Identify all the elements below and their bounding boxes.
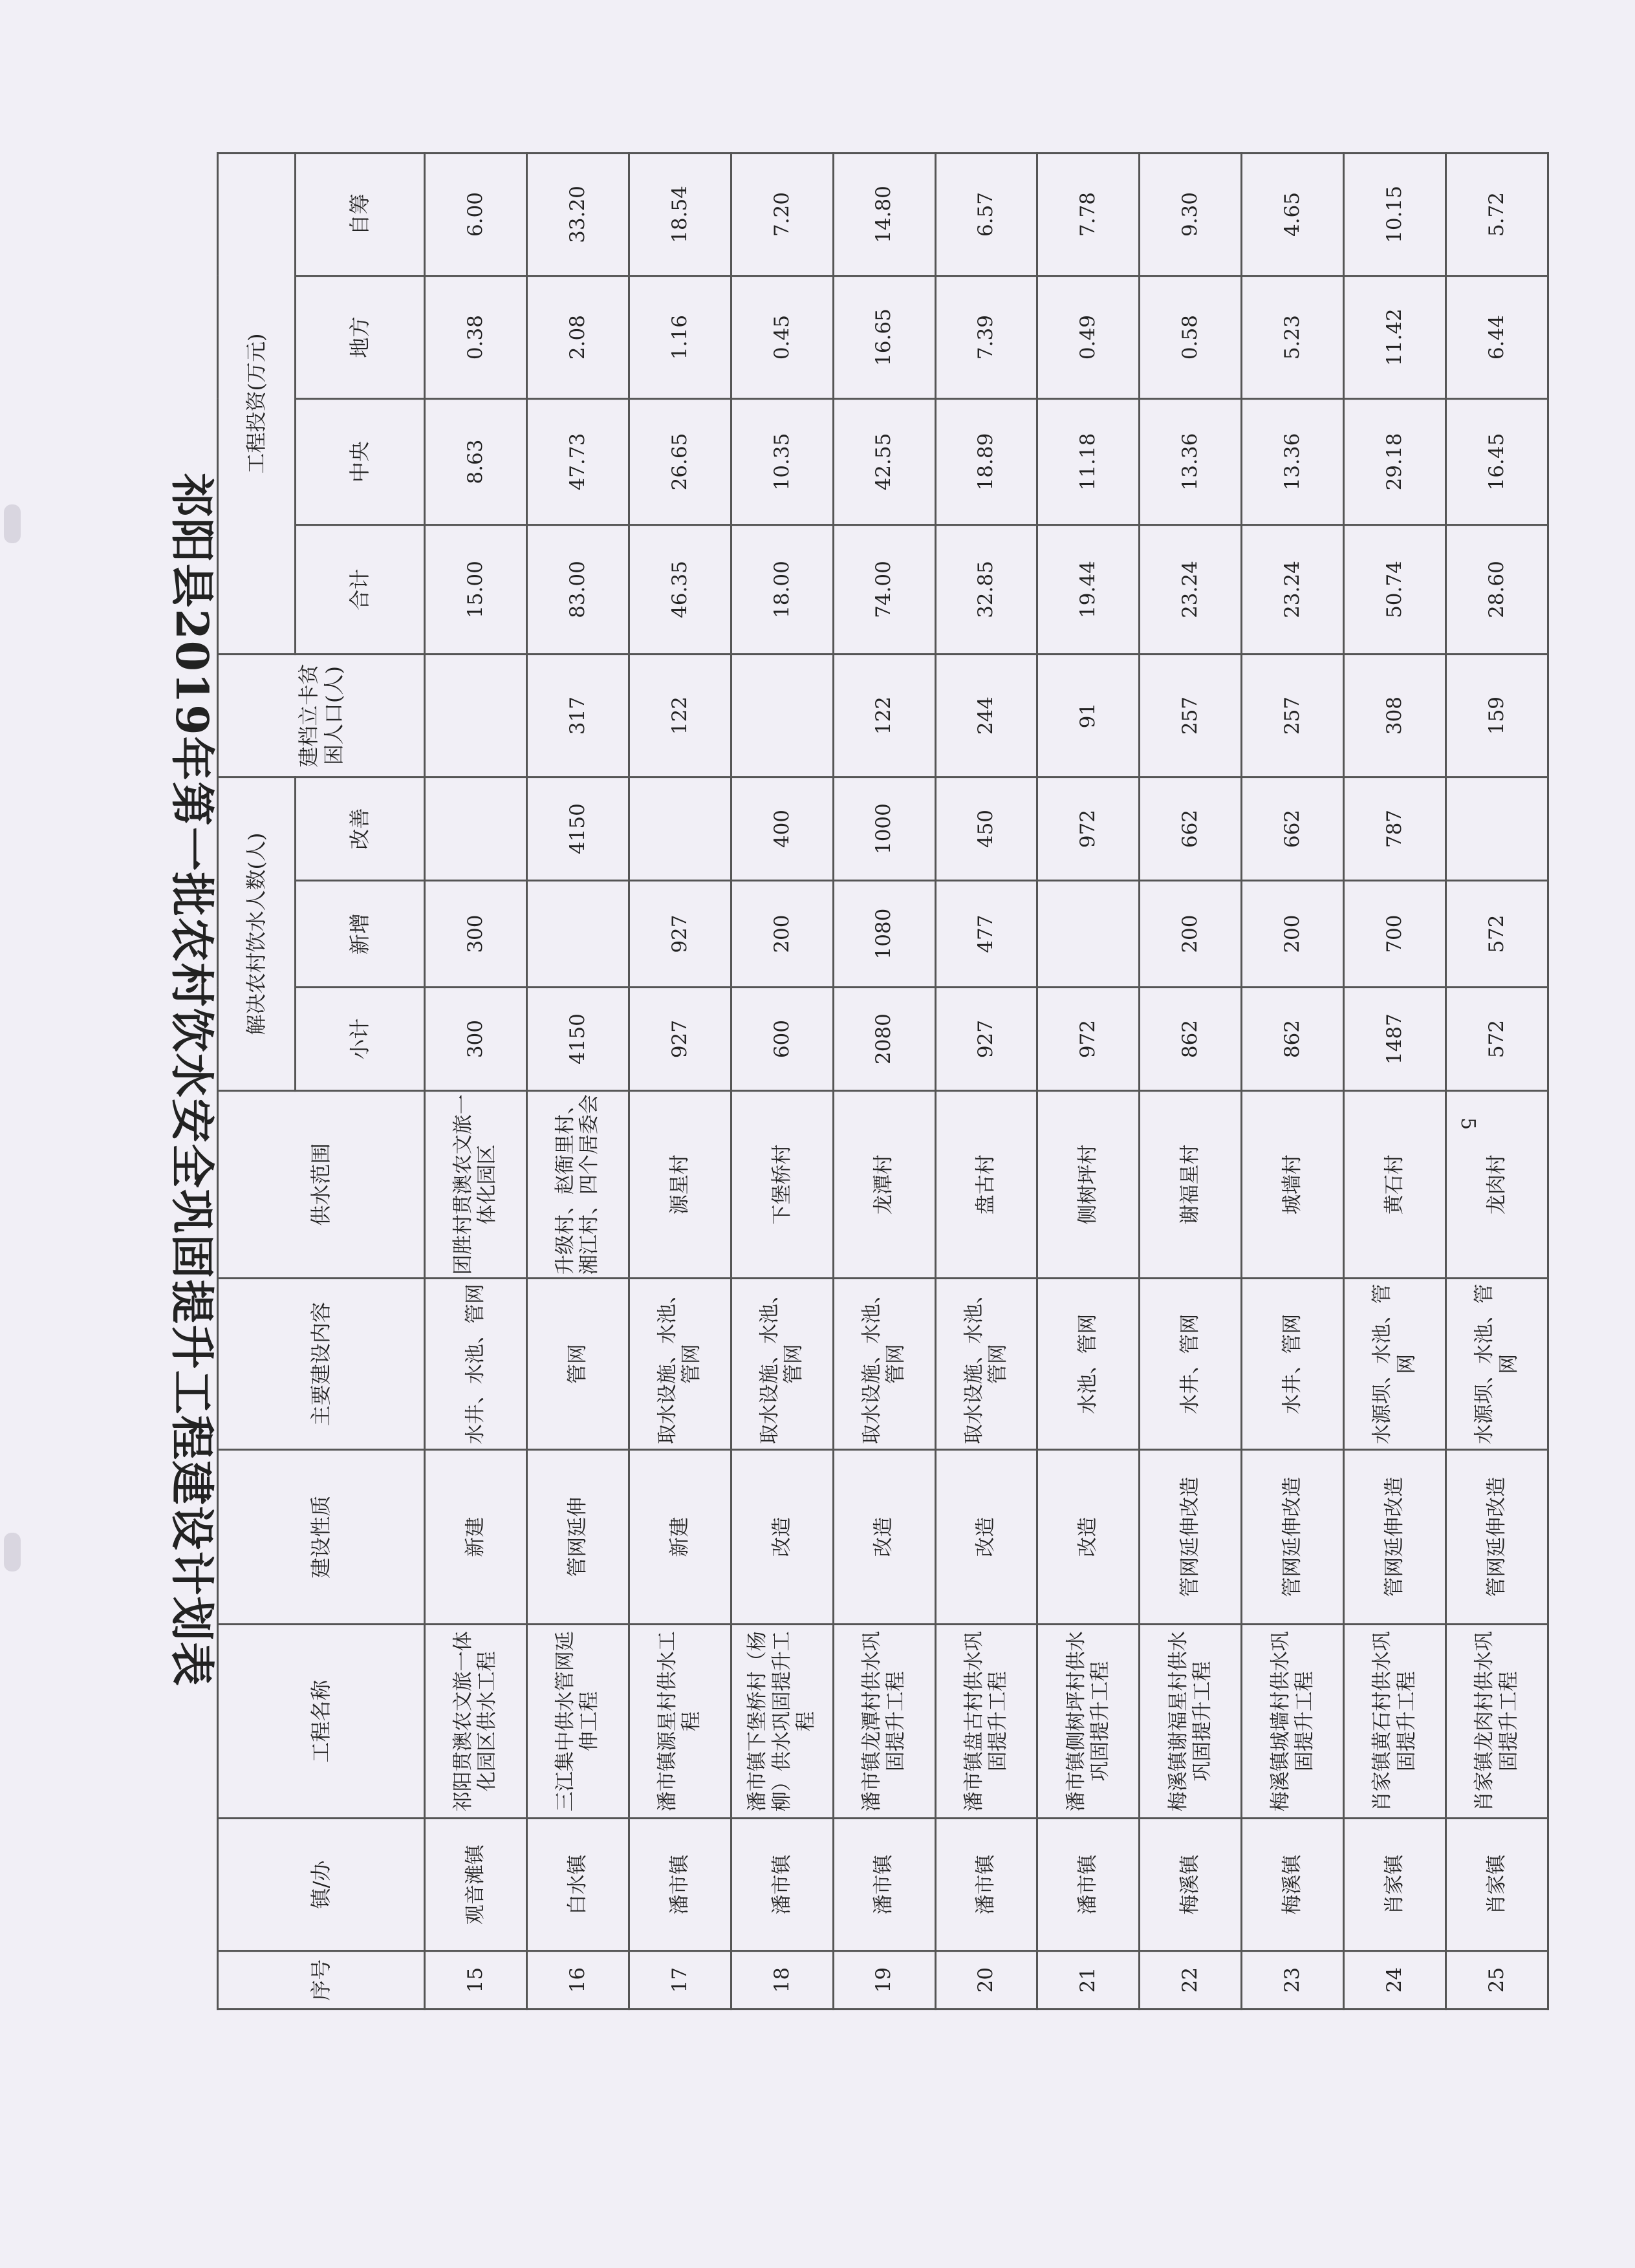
cell-scope: 升级村、赵衙里村、湘江村、四个居委会 xyxy=(526,1091,629,1279)
cell-improve xyxy=(629,777,731,881)
header-invest-central: 中央 xyxy=(296,399,425,525)
cell-new xyxy=(526,881,629,988)
cell-improve: 1000 xyxy=(833,777,935,881)
table-row xyxy=(1242,153,1344,2009)
header-invest-group: 工程投资(万元) xyxy=(218,153,296,654)
cell-nature: 改造 xyxy=(935,1450,1037,1625)
cell-nature: 管网延伸改造 xyxy=(1446,1450,1548,1625)
cell-central: 18.89 xyxy=(935,399,1037,525)
cell-total: 23.24 xyxy=(1242,525,1344,654)
cell-self: 33.20 xyxy=(526,153,629,276)
cell-local: 5.23 xyxy=(1242,276,1344,399)
cell-improve xyxy=(425,777,527,881)
cell-poor: 122 xyxy=(833,654,935,777)
cell-scope: 龙肉村 xyxy=(1446,1091,1548,1279)
header-people-subtotal: 小计 xyxy=(296,988,425,1091)
cell-local: 2.08 xyxy=(526,276,629,399)
cell-poor: 308 xyxy=(1344,654,1446,777)
cell-new: 572 xyxy=(1446,881,1548,988)
cell-self: 18.54 xyxy=(629,153,731,276)
page-title: 祁阳县2019年第一批农村饮水安全巩固提升工程建设计划表 xyxy=(166,473,217,1687)
cell-improve: 972 xyxy=(1037,777,1140,881)
cell-new: 1080 xyxy=(833,881,935,988)
cell-scope: 盘古村 xyxy=(935,1091,1037,1279)
cell-total: 74.00 xyxy=(833,525,935,654)
cell-name: 祁阳贯澳农文旅一体化园区供水工程 xyxy=(425,1625,527,1819)
cell-subtotal: 862 xyxy=(1140,988,1242,1091)
cell-scope: 下堡桥村 xyxy=(731,1091,833,1279)
cell-seq: 25 xyxy=(1446,1951,1548,2009)
cell-central: 42.55 xyxy=(833,399,935,525)
cell-nature: 新建 xyxy=(629,1450,731,1625)
cell-town: 潘市镇 xyxy=(629,1819,731,1951)
cell-self: 10.15 xyxy=(1344,153,1446,276)
cell-scope: 城墙村 xyxy=(1242,1091,1344,1279)
cell-scope: 黄石村 xyxy=(1344,1091,1446,1279)
cell-town: 潘市镇 xyxy=(731,1819,833,1951)
cell-poor: 122 xyxy=(629,654,731,777)
header-nature: 建设性质 xyxy=(218,1450,425,1625)
cell-new: 300 xyxy=(425,881,527,988)
plan-table xyxy=(217,152,1549,2010)
cell-poor: 317 xyxy=(526,654,629,777)
cell-town: 梅溪镇 xyxy=(1242,1819,1344,1951)
cell-subtotal: 972 xyxy=(1037,988,1140,1091)
cell-town: 肖家镇 xyxy=(1344,1819,1446,1951)
header-people-improve: 改善 xyxy=(296,777,425,881)
cell-subtotal: 572 xyxy=(1446,988,1548,1091)
cell-central: 8.63 xyxy=(425,399,527,525)
cell-content: 水井、水池、管网 xyxy=(425,1279,527,1450)
cell-name: 潘市镇下堡桥村（杨柳）供水巩固提升工程 xyxy=(731,1625,833,1819)
cell-local: 16.65 xyxy=(833,276,935,399)
cell-seq: 24 xyxy=(1344,1951,1446,2009)
cell-content: 水源坝、水池、管网 xyxy=(1446,1279,1548,1450)
header-seq: 序号 xyxy=(218,1951,425,2009)
cell-town: 梅溪镇 xyxy=(1140,1819,1242,1951)
cell-scope: 谢福星村 xyxy=(1140,1091,1242,1279)
cell-self: 6.00 xyxy=(425,153,527,276)
cell-nature: 管网延伸改造 xyxy=(1344,1450,1446,1625)
rotated-document xyxy=(166,152,1549,2008)
cell-content: 取水设施、水池、管网 xyxy=(731,1279,833,1450)
header-poor: 建档立卡贫困人口(人) xyxy=(218,654,425,777)
cell-subtotal: 4150 xyxy=(526,988,629,1091)
cell-scope: 团胜村贯澳农文旅一体化园区 xyxy=(425,1091,527,1279)
cell-scope: 侧树坪村 xyxy=(1037,1091,1140,1279)
cell-poor xyxy=(731,654,833,777)
cell-improve: 450 xyxy=(935,777,1037,881)
table-header xyxy=(218,153,425,2009)
cell-central: 13.36 xyxy=(1140,399,1242,525)
cell-scope: 源星村 xyxy=(629,1091,731,1279)
cell-name: 潘市镇龙潭村供水巩固提升工程 xyxy=(833,1625,935,1819)
cell-new xyxy=(1037,881,1140,988)
cell-scope: 龙潭村 xyxy=(833,1091,935,1279)
cell-central: 13.36 xyxy=(1242,399,1344,525)
cell-town: 潘市镇 xyxy=(1037,1819,1140,1951)
binder-hole-top xyxy=(4,504,21,543)
cell-local: 0.38 xyxy=(425,276,527,399)
cell-new: 200 xyxy=(731,881,833,988)
cell-central: 10.35 xyxy=(731,399,833,525)
cell-town: 观音滩镇 xyxy=(425,1819,527,1951)
cell-seq: 18 xyxy=(731,1951,833,2009)
table-body xyxy=(425,153,1548,2009)
cell-improve: 4150 xyxy=(526,777,629,881)
cell-new: 477 xyxy=(935,881,1037,988)
cell-seq: 17 xyxy=(629,1951,731,2009)
cell-nature: 改造 xyxy=(833,1450,935,1625)
cell-seq: 19 xyxy=(833,1951,935,2009)
header-project-name: 工程名称 xyxy=(218,1625,425,1819)
cell-town: 潘市镇 xyxy=(935,1819,1037,1951)
cell-total: 18.00 xyxy=(731,525,833,654)
cell-central: 47.73 xyxy=(526,399,629,525)
cell-self: 9.30 xyxy=(1140,153,1242,276)
cell-subtotal: 862 xyxy=(1242,988,1344,1091)
cell-improve: 787 xyxy=(1344,777,1446,881)
cell-seq: 15 xyxy=(425,1951,527,2009)
cell-new: 200 xyxy=(1242,881,1344,988)
table-row xyxy=(1344,153,1446,2009)
table-row xyxy=(935,153,1037,2009)
table-row xyxy=(731,153,833,2009)
table-row xyxy=(1446,153,1548,2009)
header-people-group: 解决农村饮水人数(人) xyxy=(218,777,296,1091)
header-invest-local: 地方 xyxy=(296,276,425,399)
cell-total: 83.00 xyxy=(526,525,629,654)
cell-improve xyxy=(1446,777,1548,881)
cell-self: 7.78 xyxy=(1037,153,1140,276)
cell-local: 6.44 xyxy=(1446,276,1548,399)
table-row xyxy=(1140,153,1242,2009)
cell-name: 肖家镇黄石村供水巩固提升工程 xyxy=(1344,1625,1446,1819)
cell-central: 11.18 xyxy=(1037,399,1140,525)
cell-content: 取水设施、水池、管网 xyxy=(629,1279,731,1450)
cell-self: 5.72 xyxy=(1446,153,1548,276)
cell-new: 700 xyxy=(1344,881,1446,988)
cell-improve: 662 xyxy=(1140,777,1242,881)
cell-poor: 244 xyxy=(935,654,1037,777)
cell-town: 白水镇 xyxy=(526,1819,629,1951)
cell-total: 15.00 xyxy=(425,525,527,654)
binder-hole-bottom xyxy=(4,1533,21,1571)
cell-local: 0.45 xyxy=(731,276,833,399)
cell-poor: 159 xyxy=(1446,654,1548,777)
cell-local: 11.42 xyxy=(1344,276,1446,399)
cell-improve: 400 xyxy=(731,777,833,881)
cell-local: 0.49 xyxy=(1037,276,1140,399)
cell-name: 肖家镇龙肉村供水巩固提升工程 xyxy=(1446,1625,1548,1819)
table-row xyxy=(526,153,629,2009)
table-row xyxy=(833,153,935,2009)
cell-total: 46.35 xyxy=(629,525,731,654)
header-invest-total: 合计 xyxy=(296,525,425,654)
cell-total: 19.44 xyxy=(1037,525,1140,654)
cell-central: 26.65 xyxy=(629,399,731,525)
cell-nature: 管网延伸改造 xyxy=(1242,1450,1344,1625)
header-scope: 供水范围 xyxy=(218,1091,425,1279)
cell-new: 200 xyxy=(1140,881,1242,988)
cell-content: 水井、管网 xyxy=(1242,1279,1344,1450)
cell-nature: 管网延伸改造 xyxy=(1140,1450,1242,1625)
cell-new: 927 xyxy=(629,881,731,988)
cell-central: 16.45 xyxy=(1446,399,1548,525)
cell-content: 取水设施、水池、管网 xyxy=(833,1279,935,1450)
cell-name: 梅溪镇城墙村供水巩固提升工程 xyxy=(1242,1625,1344,1819)
cell-subtotal: 2080 xyxy=(833,988,935,1091)
cell-town: 潘市镇 xyxy=(833,1819,935,1951)
cell-seq: 23 xyxy=(1242,1951,1344,2009)
cell-poor: 91 xyxy=(1037,654,1140,777)
cell-subtotal: 300 xyxy=(425,988,527,1091)
cell-total: 32.85 xyxy=(935,525,1037,654)
cell-subtotal: 927 xyxy=(629,988,731,1091)
cell-nature: 管网延伸 xyxy=(526,1450,629,1625)
table-row xyxy=(425,153,527,2009)
cell-self: 14.80 xyxy=(833,153,935,276)
cell-poor: 257 xyxy=(1242,654,1344,777)
cell-self: 6.57 xyxy=(935,153,1037,276)
cell-content: 水井、管网 xyxy=(1140,1279,1242,1450)
cell-local: 7.39 xyxy=(935,276,1037,399)
cell-local: 0.58 xyxy=(1140,276,1242,399)
cell-total: 50.74 xyxy=(1344,525,1446,654)
cell-subtotal: 927 xyxy=(935,988,1037,1091)
cell-nature: 新建 xyxy=(425,1450,527,1625)
cell-self: 4.65 xyxy=(1242,153,1344,276)
cell-seq: 16 xyxy=(526,1951,629,2009)
cell-town: 肖家镇 xyxy=(1446,1819,1548,1951)
cell-content: 取水设施、水池、管网 xyxy=(935,1279,1037,1450)
cell-total: 23.24 xyxy=(1140,525,1242,654)
cell-local: 1.16 xyxy=(629,276,731,399)
header-invest-self: 自筹 xyxy=(296,153,425,276)
cell-content: 水源坝、水池、管网 xyxy=(1344,1279,1446,1450)
cell-subtotal: 600 xyxy=(731,988,833,1091)
cell-poor: 257 xyxy=(1140,654,1242,777)
cell-content: 管网 xyxy=(526,1279,629,1450)
table-row xyxy=(629,153,731,2009)
cell-name: 三江集中供水管网延伸工程 xyxy=(526,1625,629,1819)
cell-total: 28.60 xyxy=(1446,525,1548,654)
cell-nature: 改造 xyxy=(1037,1450,1140,1625)
header-town: 镇/办 xyxy=(218,1819,425,1951)
header-content: 主要建设内容 xyxy=(218,1279,425,1450)
header-people-new: 新增 xyxy=(296,881,425,988)
cell-self: 7.20 xyxy=(731,153,833,276)
cell-content: 水池、管网 xyxy=(1037,1279,1140,1450)
table-row xyxy=(1037,153,1140,2009)
page-number: 5 xyxy=(1456,1117,1480,1130)
cell-name: 潘市镇盘古村供水巩固提升工程 xyxy=(935,1625,1037,1819)
cell-central: 29.18 xyxy=(1344,399,1446,525)
cell-name: 潘市镇源星村供水工程 xyxy=(629,1625,731,1819)
cell-poor xyxy=(425,654,527,777)
cell-name: 梅溪镇谢福星村供水巩固提升工程 xyxy=(1140,1625,1242,1819)
cell-subtotal: 1487 xyxy=(1344,988,1446,1091)
cell-seq: 20 xyxy=(935,1951,1037,2009)
cell-name: 潘市镇侧树坪村供水巩固提升工程 xyxy=(1037,1625,1140,1819)
cell-improve: 662 xyxy=(1242,777,1344,881)
cell-seq: 22 xyxy=(1140,1951,1242,2009)
cell-seq: 21 xyxy=(1037,1951,1140,2009)
cell-nature: 改造 xyxy=(731,1450,833,1625)
